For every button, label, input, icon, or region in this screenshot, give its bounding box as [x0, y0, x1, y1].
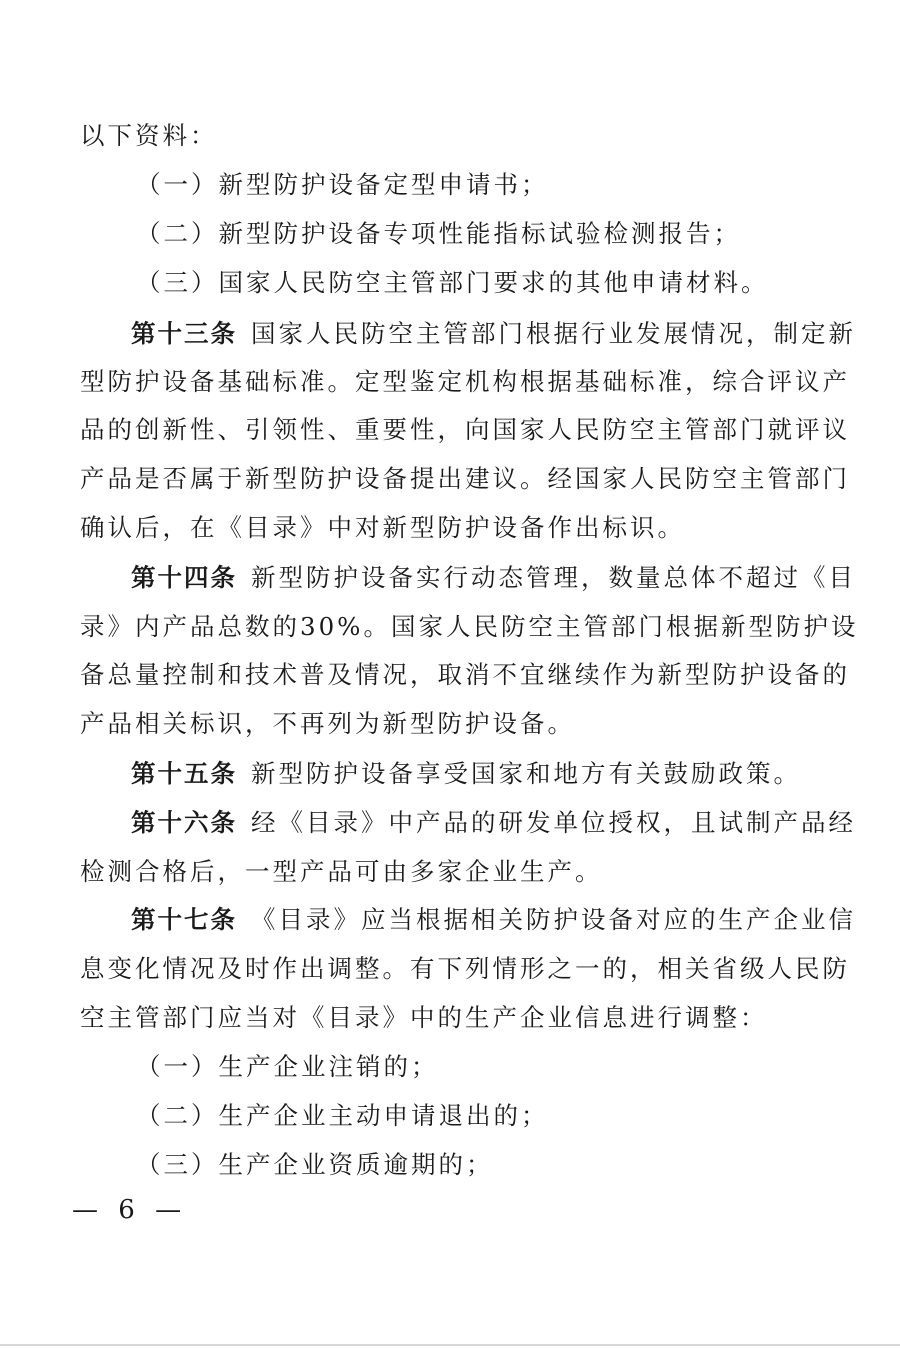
article-text: 《目录》应当根据相关防护设备对应的生产企业信 — [251, 905, 856, 934]
line-text: 产品相关标识，不再列为新型防护设备。 — [80, 709, 575, 738]
list-item — [136, 167, 900, 203]
line-text: 确认后，在《目录》中对新型防护设备作出标识。 — [80, 513, 685, 542]
line-text: 产品是否属于新型防护设备提出建议。经国家人民防空主管部门 — [80, 464, 850, 493]
article-text: 经《目录》中产品的研发单位授权，且试制产品经 — [251, 808, 856, 837]
text-line — [80, 706, 900, 742]
article-17 — [131, 902, 900, 938]
article-label: 第十五条 — [131, 759, 237, 788]
page-edge-divider — [0, 1344, 900, 1346]
list-item — [136, 216, 900, 252]
text-line — [80, 657, 900, 693]
article-label: 第十七条 — [131, 905, 237, 934]
line-text: 型防护设备基础标准。定型鉴定机构根据基础标准，综合评议产 — [80, 367, 850, 396]
text-line — [80, 609, 900, 645]
text-line — [80, 854, 900, 890]
list-item-text: （三）国家人民防空主管部门要求的其他申请材料。 — [136, 268, 769, 297]
text-line — [80, 412, 900, 448]
article-14 — [131, 560, 900, 596]
list-item-text: （二）生产企业主动申请退出的； — [136, 1101, 549, 1130]
line-text: 息变化情况及时作出调整。有下列情形之一的，相关省级人民防 — [80, 954, 850, 983]
list-item — [136, 265, 900, 301]
article-13 — [131, 316, 900, 352]
article-text: 新型防护设备享受国家和地方有关鼓励政策。 — [251, 759, 801, 788]
list-item-text: （二）新型防护设备专项性能指标试验检测报告； — [136, 219, 741, 248]
line-text: 以下资料： — [80, 121, 218, 150]
page-number: — 6 — — [72, 1195, 188, 1225]
line-text: 品的创新性、引领性、重要性，向国家人民防空主管部门就评议 — [80, 415, 850, 444]
text-line — [80, 364, 900, 400]
article-text: 新型防护设备实行动态管理，数量总体不超过《目 — [251, 563, 856, 592]
article-16 — [131, 805, 900, 841]
text-line — [80, 510, 900, 546]
text-line — [80, 1000, 900, 1036]
line-text: 备总量控制和技术普及情况，取消不宜继续作为新型防护设备的 — [80, 660, 850, 689]
article-label: 第十六条 — [131, 808, 237, 837]
article-label: 第十四条 — [131, 563, 237, 592]
list-item — [136, 1049, 900, 1085]
list-item-text: （一）生产企业注销的； — [136, 1052, 439, 1081]
list-item-text: （三）生产企业资质逾期的； — [136, 1150, 494, 1179]
list-item — [136, 1147, 900, 1183]
text-line — [80, 461, 900, 497]
text-line — [80, 118, 900, 154]
article-15 — [131, 756, 900, 792]
line-text: 录》内产品总数的30%。国家人民防空主管部门根据新型防护设 — [80, 612, 859, 641]
list-item — [136, 1098, 900, 1134]
list-item-text: （一）新型防护设备定型申请书； — [136, 170, 549, 199]
article-label: 第十三条 — [131, 319, 237, 348]
text-line — [80, 951, 900, 987]
line-text: 检测合格后，一型产品可由多家企业生产。 — [80, 857, 603, 886]
line-text: 空主管部门应当对《目录》中的生产企业信息进行调整： — [80, 1003, 768, 1032]
article-text: 国家人民防空主管部门根据行业发展情况，制定新 — [251, 319, 856, 348]
